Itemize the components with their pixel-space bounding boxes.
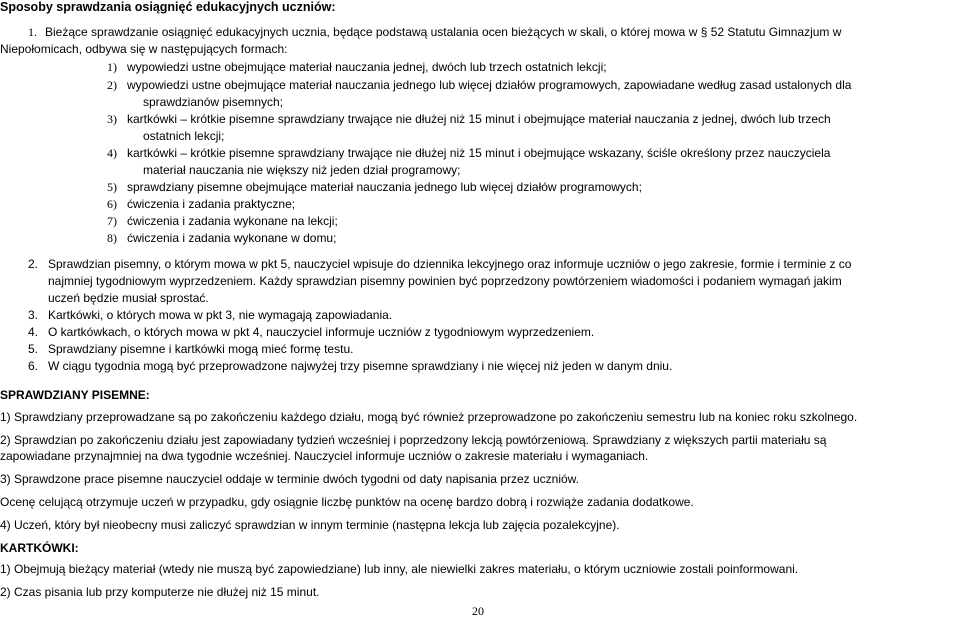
heading-sprawdziany-pisemne: SPRAWDZIANY PISEMNE: — [0, 388, 150, 402]
page-number: 20 — [472, 604, 484, 618]
page-title: Sposoby sprawdzania osiągnięć edukacyjnych uczniów: — [0, 0, 336, 14]
sprawdziany-item-2: 2) Sprawdzian po zakończeniu działu jest zapowiadany tydzień wcześniej i poprzedzony lekcją powtórzeniową. Sprawdziany z większych partii materiału są — [0, 433, 827, 447]
sprawdziany-item-3: 3) Sprawdzone prace pisemne nauczyciel oddaje w terminie dwóch tygodni od daty napisania przez uczniów. — [0, 472, 579, 486]
sprawdziany-item-2-line-2: zapowiadane przynajmniej na dwa tygodnie wcześniej. Nauczyciel informuje uczniów o zakresie materiału i wymaganiach. — [0, 449, 649, 463]
heading-kartkowki: KARTKÓWKI: — [0, 541, 79, 555]
sprawdziany-item-grade-note: Ocenę celującą otrzymuje uczeń w przypadku, gdy osiągnie liczbę punktów na ocenę bardzo dobrą i rozwiąże zadania dodatkowe. — [0, 495, 694, 509]
document-page: Sposoby sprawdzania osiągnięć edukacyjnych uczniów: 1. Bieżące sprawdzanie osiągnięć edukacyjnych ucznia, będące podstawą ustalania ocen bieżących w skali, o której mowa w § 52 Statutu Gimnazjum w Niepołomicach, odbywa się w następujących formach: 1) wypowiedzi ustne obejmujące materiał nauczania jednej, dwóch lub trzech ostatnich lekcji; 2) wypowiedzi ustne obejmujące materiał nauczania jednego lub więcej działów programowych, zapowiadane według zasad ustalonych dla sprawdzianów pisemnych; 3) kartkówki – krótkie pisemne sprawdziany trwające nie dłużej niż 15 minut i obejmujące materiał nauczania z jednej, dwóch lub trzech ostatnich lekcji; 4) kartkówki – krótkie pisemne sprawdziany trwające nie dłużej niż 15 minut i obejmujące wskazany, ściśle określony przez nauczyciela materiał nauczania nie większy niż jeden dział programowy; 5) sprawdziany pisemne obejmujące materiał nauczania jednego lub więcej działów programowych; 6) ćwiczenia i zadania praktyczne; 7) ćwiczenia i zadania wykonane na lekcji; 8) ćwiczenia i zadania wykonane w domu; 2. Sprawdzian pisemny, o którym mowa w pkt 5, nauczyciel wpisuje do dziennika lekcyjnego oraz informuje uczniów o jego zakresie, formie i terminie z co najmniej tygodniowym wyprzedzeniem. Każdy sprawdzian pisemny powinien być poprzedzony powtórzeniem wiadomości i podaniem wymagań jakim uczeń będzie musiał sprostać. 3. Kartkówki, o których mowa w pkt 3, nie wymagają zapowiadania. 4. O kartkówkach, o których mowa w pkt 4, nauczyciel informuje uczniów z tygodniowym wyprzedzeniem. 5. Sprawdziany pisemne i kartkówki mogą mieć formę testu. 6. W ciągu tygodnia mogą być przeprowadzone najwyżej trzy pisemne sprawdziany i nie więcej niż jeden w danym dniu. SPRAWDZIANY PISEMNE: 1) Sprawdziany przeprowadzane są po zakończeniu każdego działu, mogą być również przeprowadzone po zakończeniu semestru lub na koniec roku szkolnego. 2) Sprawdzian po zakończeniu działu jest zapowiadany tydzień wcześniej i poprzedzony lekcją powtórzeniową. Sprawdziany z większych partii materiału są zapowiadane przynajmniej na dwa tygodnie wcześniej. Nauczyciel informuje uczniów o zakresie materiału i wymaganiach. 3) Sprawdzone prace pisemne nauczyciel oddaje w terminie dwóch tygodni od daty napisania przez uczniów. Ocenę celującą otrzymuje uczeń w przypadku, gdy osiągnie liczbę punktów na ocenę bardzo dobrą i rozwiąże zadania dodatkowe. 4) Uczeń, który był nieobecny musi zaliczyć sprawdzian w innym terminie (następna lekcja lub zajęcia pozalekcyjne). KARTKÓWKI: 1) Obejmują bieżący materiał (wtedy nie muszą być zapowiedziane) lub inny, ale niewielki zakres materiału, o którym uczniowie zostali poinformowani. 2) Czas pisania lub przy komputerze nie dłużej niż 15 minut. 20 — [0, 0, 960, 618]
section-1-number: 1. — [28, 25, 37, 39]
section-1-intro-line-2: Niepołomicach, odbywa się w następujących formach: — [0, 42, 288, 56]
kartkowki-item-2: 2) Czas pisania lub przy komputerze nie dłużej niż 15 minut. — [0, 585, 320, 599]
sprawdziany-item-4: 4) Uczeń, który był nieobecny musi zaliczyć sprawdzian w innym terminie (następna lekcja lub zajęcia pozalekcyjne). — [0, 518, 620, 532]
section-1-intro-line-1: Bieżące sprawdzanie osiągnięć edukacyjnych ucznia, będące podstawą ustalania ocen bieżących w skali, o której mowa w § 52 Statutu Gimnazjum w — [45, 25, 842, 39]
kartkowki-item-1: 1) Obejmują bieżący materiał (wtedy nie muszą być zapowiedziane) lub inny, ale niewielki zakres materiału, o którym uczniowie zostali poinformowani. — [0, 562, 799, 576]
sprawdziany-item-1: 1) Sprawdziany przeprowadzane są po zakończeniu każdego działu, mogą być również przeprowadzone po zakończeniu semestru lub na koniec roku szkolnego. — [0, 410, 858, 424]
